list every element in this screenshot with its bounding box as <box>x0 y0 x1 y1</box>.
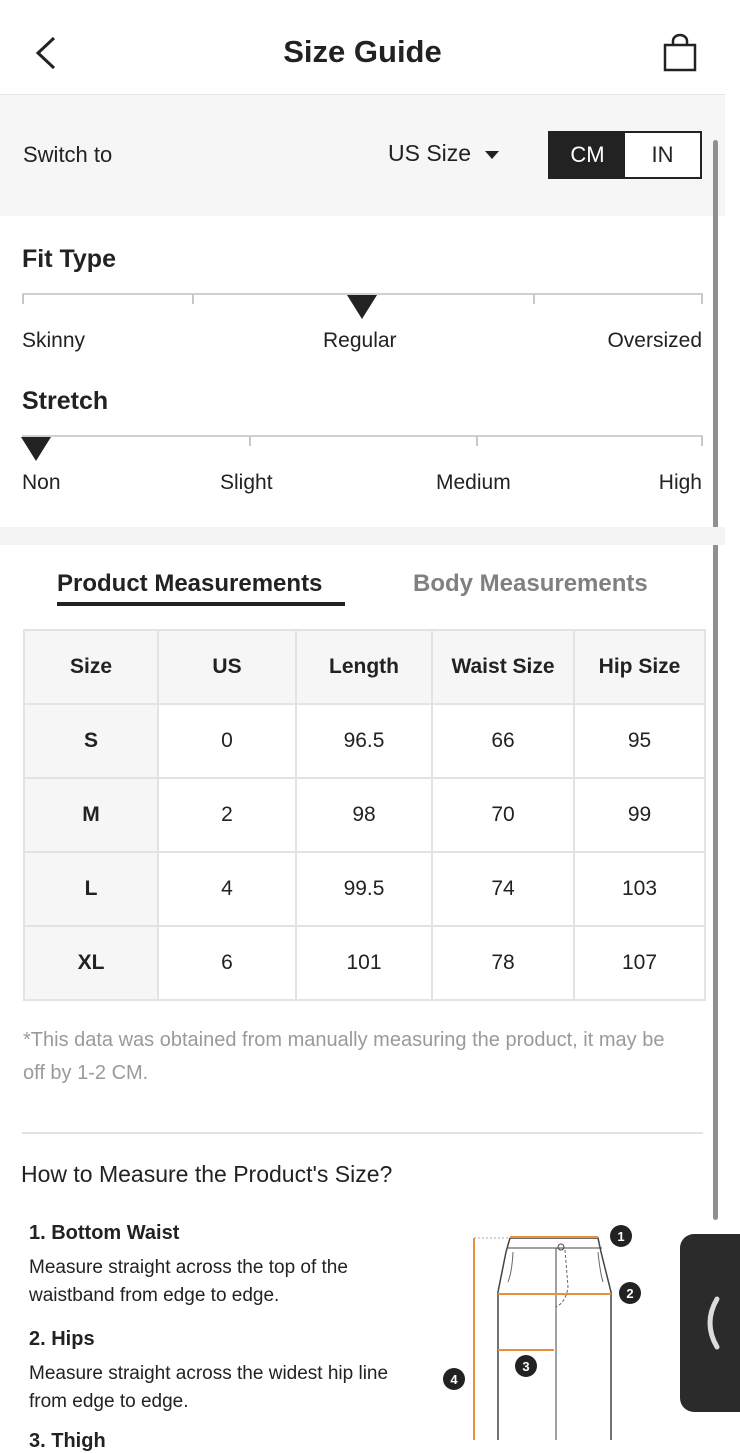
section-divider-band <box>0 527 725 545</box>
tab-product-measurements[interactable]: Product Measurements <box>57 570 323 597</box>
side-drawer-tab[interactable] <box>680 1234 740 1412</box>
scale-tick <box>249 436 251 446</box>
shopping-bag-button[interactable] <box>657 30 703 76</box>
table-cell: 4 <box>158 852 296 926</box>
table-cell: 99 <box>574 778 705 852</box>
stretch-option-high: High <box>658 471 702 494</box>
column-header: US <box>158 630 296 704</box>
unit-toggle <box>548 131 702 179</box>
fit-option-oversized: Oversized <box>607 329 702 352</box>
table-cell: 103 <box>574 852 705 926</box>
table-cell: 78 <box>432 926 574 1000</box>
top-header <box>0 0 725 95</box>
diagram-number: 2 <box>626 1286 634 1301</box>
caret-down-icon <box>485 151 499 159</box>
fit-option-skinny: Skinny <box>22 329 86 352</box>
scale-tick <box>22 294 24 304</box>
step-title: 3. Thigh <box>29 1430 106 1452</box>
size-cell: M <box>24 778 158 852</box>
column-header: Size <box>24 630 158 704</box>
how-to-measure-title: How to Measure the Product's Size? <box>21 1161 393 1187</box>
scale-tick <box>192 294 194 304</box>
stretch-scale <box>22 435 703 437</box>
tab-body-measurements[interactable]: Body Measurements <box>413 570 648 597</box>
scale-tick <box>476 436 478 446</box>
unit-cm-button[interactable]: CM <box>550 133 625 177</box>
stretch-option-medium: Medium <box>436 471 511 494</box>
page-title: Size Guide <box>283 34 442 69</box>
size-cell: S <box>24 704 158 778</box>
fit-type-title: Fit Type <box>22 245 116 273</box>
stretch-title: Stretch <box>22 387 109 415</box>
table-row <box>24 852 705 926</box>
table-row <box>24 778 705 852</box>
stretch-option-slight: Slight <box>220 471 273 494</box>
fit-type-marker-icon <box>347 295 377 319</box>
divider <box>22 1132 703 1134</box>
step-title: 2. Hips <box>29 1328 95 1350</box>
table-cell: 99.5 <box>296 852 432 926</box>
table-cell: 70 <box>432 778 574 852</box>
unit-in-button[interactable]: IN <box>625 133 700 177</box>
diagram-number: 3 <box>522 1359 530 1374</box>
region-size-value: US Size <box>388 140 472 166</box>
step-description: Measure straight across the widest hip line from edge to edge. <box>29 1363 389 1412</box>
region-size-dropdown[interactable] <box>388 140 499 167</box>
table-header-row <box>24 630 705 704</box>
stretch-option-non: Non <box>22 471 61 494</box>
table-cell: 2 <box>158 778 296 852</box>
stretch-marker-icon <box>21 437 51 461</box>
table-row <box>24 704 705 778</box>
scrollbar[interactable] <box>713 140 718 1220</box>
size-cell: XL <box>24 926 158 1000</box>
table-cell: 96.5 <box>296 704 432 778</box>
table-cell: 95 <box>574 704 705 778</box>
table-cell: 107 <box>574 926 705 1000</box>
column-header: Waist Size <box>432 630 574 704</box>
step-title: 1. Bottom Waist <box>29 1222 180 1244</box>
size-cell: L <box>24 852 158 926</box>
table-cell: 101 <box>296 926 432 1000</box>
table-cell: 74 <box>432 852 574 926</box>
table-row <box>24 926 705 1000</box>
scale-tick <box>701 294 703 304</box>
table-cell: 98 <box>296 778 432 852</box>
diagram-number: 1 <box>617 1229 625 1244</box>
diagram-number: 4 <box>450 1372 458 1387</box>
switch-label: Switch to <box>23 142 113 167</box>
measurement-note: *This data was obtained from manually measuring the product, it may be off by 1-2 CM. <box>23 1029 665 1084</box>
chevron-left-icon <box>699 1296 721 1350</box>
table-cell: 66 <box>432 704 574 778</box>
column-header: Length <box>296 630 432 704</box>
scale-tick <box>701 436 703 446</box>
pants-measurement-diagram-icon <box>438 1222 648 1440</box>
size-table <box>23 629 706 1001</box>
step-description: Measure straight across the top of the waistband from edge to edge. <box>29 1257 348 1306</box>
shopping-bag-icon <box>663 34 697 72</box>
column-header: Hip Size <box>574 630 705 704</box>
scale-tick <box>533 294 535 304</box>
table-cell: 6 <box>158 926 296 1000</box>
table-cell: 0 <box>158 704 296 778</box>
fit-option-regular: Regular <box>323 329 397 352</box>
active-tab-underline <box>57 602 345 606</box>
